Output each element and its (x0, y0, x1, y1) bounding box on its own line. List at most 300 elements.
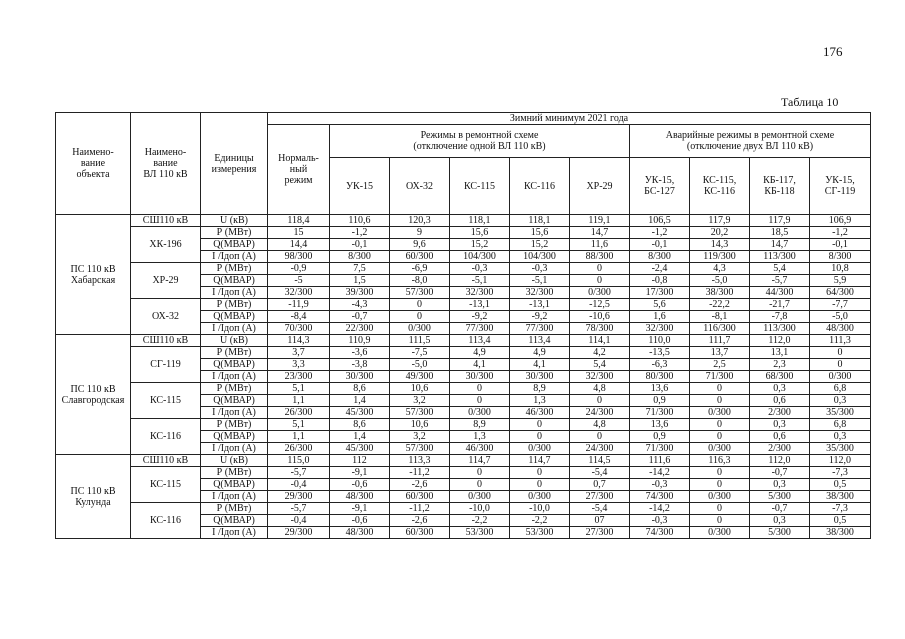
value-cell: -0,8 (630, 275, 690, 287)
value-cell: 53/300 (510, 527, 570, 539)
value-cell: -5,7 (750, 275, 810, 287)
value-cell: 24/300 (570, 443, 630, 455)
value-cell: -11,2 (390, 467, 450, 479)
value-cell: 23/300 (268, 371, 330, 383)
unit-cell: Q(МВАР) (201, 395, 268, 407)
line-name-cell: ХР-29 (131, 263, 201, 299)
value-cell: 14,7 (750, 239, 810, 251)
unit-cell: I /Iдоп (А) (201, 407, 268, 419)
value-cell: 117,9 (690, 215, 750, 227)
line-name-cell: СШ110 кВ (131, 335, 201, 347)
value-cell: 2/300 (750, 407, 810, 419)
unit-cell: U (кВ) (201, 455, 268, 467)
value-cell: -9,1 (330, 467, 390, 479)
line-name-cell: ХК-196 (131, 227, 201, 263)
value-cell: 113/300 (750, 251, 810, 263)
value-cell: 13,6 (630, 383, 690, 395)
value-cell: -0,7 (750, 467, 810, 479)
value-cell: -12,5 (570, 299, 630, 311)
value-cell: -0,1 (810, 239, 871, 251)
table-body (56, 215, 871, 539)
value-cell: -0,7 (750, 503, 810, 515)
value-cell: 112,0 (810, 455, 871, 467)
table-row (56, 347, 871, 359)
table-row (56, 503, 871, 515)
header-repair-modes: Режимы в ремонтной схеме (отключение одной ВЛ 110 кВ) (330, 125, 630, 158)
value-cell: 32/300 (630, 323, 690, 335)
value-cell: -7,3 (810, 467, 871, 479)
unit-cell: Р (МВт) (201, 383, 268, 395)
value-cell: 45/300 (330, 407, 390, 419)
value-cell: 0 (810, 347, 871, 359)
unit-cell: I /Iдоп (А) (201, 287, 268, 299)
value-cell: 35/300 (810, 407, 871, 419)
value-cell: 114,7 (510, 455, 570, 467)
value-cell: 0,5 (810, 479, 871, 491)
value-cell: 5,4 (750, 263, 810, 275)
value-cell: 0 (690, 419, 750, 431)
value-cell: -10,0 (450, 503, 510, 515)
value-cell: 71/300 (630, 407, 690, 419)
value-cell: 4,8 (570, 383, 630, 395)
value-cell: 1,3 (450, 431, 510, 443)
value-cell: 10,8 (810, 263, 871, 275)
value-cell: 106,9 (810, 215, 871, 227)
value-cell: -2,6 (390, 515, 450, 527)
value-cell: 0,7 (570, 479, 630, 491)
value-cell: 14,7 (570, 227, 630, 239)
value-cell: 11,6 (570, 239, 630, 251)
header-emergency-col: УК-15, СГ-119 (810, 158, 871, 215)
unit-cell: Р (МВт) (201, 419, 268, 431)
value-cell: 98/300 (268, 251, 330, 263)
value-cell: -11,9 (268, 299, 330, 311)
value-cell: 111,6 (630, 455, 690, 467)
unit-cell: I /Iдоп (А) (201, 371, 268, 383)
value-cell: 8/300 (630, 251, 690, 263)
unit-cell: Q(МВАР) (201, 275, 268, 287)
value-cell: -9,2 (450, 311, 510, 323)
value-cell: 1,5 (330, 275, 390, 287)
value-cell: -5,4 (570, 503, 630, 515)
unit-cell: Q(МВАР) (201, 479, 268, 491)
header-units: Единицы измерения (201, 113, 268, 215)
value-cell: 8,9 (450, 419, 510, 431)
value-cell: 0 (810, 359, 871, 371)
value-cell: 0 (570, 263, 630, 275)
value-cell: -5 (268, 275, 330, 287)
value-cell: 114,7 (450, 455, 510, 467)
value-cell: -13,1 (510, 299, 570, 311)
value-cell: 44/300 (750, 287, 810, 299)
value-cell: 4,8 (570, 419, 630, 431)
value-cell: 0,6 (750, 395, 810, 407)
line-name-cell: СШ110 кВ (131, 455, 201, 467)
value-cell: 5/300 (750, 491, 810, 503)
value-cell: 6,8 (810, 419, 871, 431)
line-name-cell: КС-115 (131, 383, 201, 419)
value-cell: -5,0 (810, 311, 871, 323)
unit-cell: Р (МВт) (201, 467, 268, 479)
header-repair-col: КС-116 (510, 158, 570, 215)
unit-cell: Q(МВАР) (201, 431, 268, 443)
value-cell: 0 (510, 479, 570, 491)
header-object-name: Наимено- вание объекта (56, 113, 131, 215)
value-cell: 0/300 (810, 371, 871, 383)
value-cell: -7,5 (390, 347, 450, 359)
value-cell: 57/300 (390, 443, 450, 455)
line-name-cell: ОХ-32 (131, 299, 201, 335)
line-name-cell: КС-115 (131, 467, 201, 503)
value-cell: -3,8 (330, 359, 390, 371)
value-cell: 3,3 (268, 359, 330, 371)
value-cell: 71/300 (630, 443, 690, 455)
value-cell: 13,6 (630, 419, 690, 431)
value-cell: 46/300 (510, 407, 570, 419)
value-cell: -1,2 (810, 227, 871, 239)
value-cell: 5,1 (268, 419, 330, 431)
value-cell: 3,7 (268, 347, 330, 359)
value-cell: 0/300 (570, 287, 630, 299)
value-cell: 60/300 (390, 527, 450, 539)
value-cell: 39/300 (330, 287, 390, 299)
header-repair-col: ОХ-32 (390, 158, 450, 215)
value-cell: 77/300 (510, 323, 570, 335)
value-cell: -0,1 (630, 239, 690, 251)
value-cell: 8/300 (330, 251, 390, 263)
value-cell: 112,0 (750, 455, 810, 467)
value-cell: 48/300 (330, 491, 390, 503)
value-cell: 26/300 (268, 443, 330, 455)
value-cell: 7,5 (330, 263, 390, 275)
header-emergency-col: КБ-117, КБ-118 (750, 158, 810, 215)
value-cell: -0,4 (268, 479, 330, 491)
value-cell: 8,9 (510, 383, 570, 395)
object-name-cell: ПС 110 кВ Кулунда (56, 455, 131, 539)
value-cell: 0 (390, 299, 450, 311)
value-cell: 8,6 (330, 419, 390, 431)
value-cell: -13,1 (450, 299, 510, 311)
value-cell: 8/300 (810, 251, 871, 263)
value-cell: 5,1 (268, 383, 330, 395)
value-cell: 3,2 (390, 395, 450, 407)
value-cell: -5,7 (268, 503, 330, 515)
value-cell: -13,5 (630, 347, 690, 359)
value-cell: -14,2 (630, 503, 690, 515)
value-cell: 111,5 (390, 335, 450, 347)
table-row (56, 263, 871, 275)
value-cell: 5,6 (630, 299, 690, 311)
value-cell: 113,3 (390, 455, 450, 467)
value-cell: -0,3 (630, 515, 690, 527)
value-cell: 114,1 (570, 335, 630, 347)
value-cell: 0,6 (750, 431, 810, 443)
value-cell: 0/300 (450, 407, 510, 419)
value-cell: 114,3 (268, 335, 330, 347)
value-cell: -0,6 (330, 515, 390, 527)
value-cell: 106,5 (630, 215, 690, 227)
header-line-name: Наимено- вание ВЛ 110 кВ (131, 113, 201, 215)
value-cell: 4,9 (510, 347, 570, 359)
value-cell: 80/300 (630, 371, 690, 383)
value-cell: 49/300 (390, 371, 450, 383)
header-season: Зимний минимум 2021 года (268, 113, 871, 125)
value-cell: -2,2 (450, 515, 510, 527)
value-cell: 4,1 (510, 359, 570, 371)
value-cell: 0 (690, 431, 750, 443)
table-row (56, 299, 871, 311)
value-cell: -1,2 (630, 227, 690, 239)
value-cell: 0,9 (630, 431, 690, 443)
value-cell: 22/300 (330, 323, 390, 335)
value-cell: 118,4 (268, 215, 330, 227)
unit-cell: Р (МВт) (201, 503, 268, 515)
value-cell: -11,2 (390, 503, 450, 515)
value-cell: 119/300 (690, 251, 750, 263)
value-cell: -5,7 (268, 467, 330, 479)
value-cell: 29/300 (268, 491, 330, 503)
value-cell: -2,6 (390, 479, 450, 491)
value-cell: 0 (450, 395, 510, 407)
value-cell: 0,3 (810, 395, 871, 407)
value-cell: 26/300 (268, 407, 330, 419)
unit-cell: Q(МВАР) (201, 311, 268, 323)
value-cell: 0,9 (630, 395, 690, 407)
value-cell: 104/300 (510, 251, 570, 263)
value-cell: -10,0 (510, 503, 570, 515)
value-cell: 4,2 (570, 347, 630, 359)
value-cell: 5,9 (810, 275, 871, 287)
value-cell: 0 (690, 395, 750, 407)
value-cell: 110,9 (330, 335, 390, 347)
value-cell: 113,4 (510, 335, 570, 347)
value-cell: 15 (268, 227, 330, 239)
value-cell: 0,3 (750, 383, 810, 395)
value-cell: -0,3 (630, 479, 690, 491)
value-cell: 74/300 (630, 491, 690, 503)
value-cell: 112,0 (750, 335, 810, 347)
value-cell: -5,4 (570, 467, 630, 479)
value-cell: 0,5 (810, 515, 871, 527)
value-cell: -0,4 (268, 515, 330, 527)
value-cell: 9 (390, 227, 450, 239)
value-cell: 110,6 (330, 215, 390, 227)
table-row (56, 467, 871, 479)
value-cell: -7,3 (810, 503, 871, 515)
unit-cell: Q(МВАР) (201, 515, 268, 527)
value-cell: -5,0 (390, 359, 450, 371)
value-cell: 30/300 (510, 371, 570, 383)
unit-cell: I /Iдоп (А) (201, 251, 268, 263)
unit-cell: Р (МВт) (201, 299, 268, 311)
value-cell: 0 (450, 467, 510, 479)
value-cell: 113/300 (750, 323, 810, 335)
value-cell: 1,1 (268, 395, 330, 407)
header-emergency-modes: Аварийные режимы в ремонтной схеме (отключение двух ВЛ 110 кВ) (630, 125, 871, 158)
value-cell: 13,7 (690, 347, 750, 359)
value-cell: -1,2 (330, 227, 390, 239)
unit-cell: I /Iдоп (А) (201, 527, 268, 539)
value-cell: 64/300 (810, 287, 871, 299)
value-cell: 116/300 (690, 323, 750, 335)
value-cell: 53/300 (450, 527, 510, 539)
value-cell: 14,3 (690, 239, 750, 251)
value-cell: -9,2 (510, 311, 570, 323)
value-cell: -0,9 (268, 263, 330, 275)
value-cell: 46/300 (450, 443, 510, 455)
table-row (56, 383, 871, 395)
page-number: 176 (823, 44, 843, 59)
value-cell: 8,6 (330, 383, 390, 395)
value-cell: -3,6 (330, 347, 390, 359)
table-caption: Таблица 10 (781, 95, 839, 109)
value-cell: -5,1 (450, 275, 510, 287)
value-cell: -8,1 (690, 311, 750, 323)
value-cell: 29/300 (268, 527, 330, 539)
value-cell: 78/300 (570, 323, 630, 335)
unit-cell: U (кВ) (201, 215, 268, 227)
unit-cell: U (кВ) (201, 335, 268, 347)
value-cell: 1,1 (268, 431, 330, 443)
header-emergency-col: УК-15, БС-127 (630, 158, 690, 215)
value-cell: 0/300 (690, 491, 750, 503)
value-cell: 1,3 (510, 395, 570, 407)
table-row (56, 215, 871, 227)
value-cell: -21,7 (750, 299, 810, 311)
value-cell: 24/300 (570, 407, 630, 419)
value-cell: 15,2 (510, 239, 570, 251)
value-cell: 77/300 (450, 323, 510, 335)
value-cell: 32/300 (510, 287, 570, 299)
value-cell: 30/300 (450, 371, 510, 383)
value-cell: 118,1 (510, 215, 570, 227)
value-cell: -5,1 (510, 275, 570, 287)
value-cell: 70/300 (268, 323, 330, 335)
value-cell: -0,6 (330, 479, 390, 491)
value-cell: 3,2 (390, 431, 450, 443)
value-cell: 32/300 (268, 287, 330, 299)
table-row (56, 335, 871, 347)
value-cell: -9,1 (330, 503, 390, 515)
value-cell: 27/300 (570, 491, 630, 503)
value-cell: 1,6 (630, 311, 690, 323)
value-cell: 104/300 (450, 251, 510, 263)
unit-cell: Р (МВт) (201, 347, 268, 359)
value-cell: 35/300 (810, 443, 871, 455)
value-cell: 5,4 (570, 359, 630, 371)
value-cell: 48/300 (810, 323, 871, 335)
value-cell: 0,3 (750, 515, 810, 527)
value-cell: 110,0 (630, 335, 690, 347)
value-cell: 9,6 (390, 239, 450, 251)
value-cell: -8,0 (390, 275, 450, 287)
value-cell: 0 (570, 275, 630, 287)
value-cell: 18,5 (750, 227, 810, 239)
header-normal-mode: Нормаль- ный режим (268, 125, 330, 215)
value-cell: 0 (510, 419, 570, 431)
value-cell: 88/300 (570, 251, 630, 263)
value-cell: 0 (510, 467, 570, 479)
value-cell: 0 (570, 431, 630, 443)
value-cell: 57/300 (390, 287, 450, 299)
value-cell: 117,9 (750, 215, 810, 227)
value-cell: 119,1 (570, 215, 630, 227)
value-cell: -22,2 (690, 299, 750, 311)
value-cell: 0 (690, 515, 750, 527)
value-cell: 27/300 (570, 527, 630, 539)
header-repair-col: ХР-29 (570, 158, 630, 215)
unit-cell: I /Iдоп (А) (201, 491, 268, 503)
value-cell: 0 (690, 479, 750, 491)
value-cell: 0 (690, 503, 750, 515)
value-cell: 0/300 (510, 491, 570, 503)
value-cell: 118,1 (450, 215, 510, 227)
value-cell: 15,6 (510, 227, 570, 239)
value-cell: 32/300 (570, 371, 630, 383)
value-cell: 0 (690, 383, 750, 395)
value-cell: -8,4 (268, 311, 330, 323)
value-cell: 10,6 (390, 383, 450, 395)
value-cell: 111,7 (690, 335, 750, 347)
value-cell: 38/300 (810, 491, 871, 503)
value-cell: 0 (690, 467, 750, 479)
value-cell: 45/300 (330, 443, 390, 455)
value-cell: 2,3 (750, 359, 810, 371)
value-cell: 116,3 (690, 455, 750, 467)
value-cell: -14,2 (630, 467, 690, 479)
value-cell: 13,1 (750, 347, 810, 359)
value-cell: 10,6 (390, 419, 450, 431)
value-cell: 30/300 (330, 371, 390, 383)
unit-cell: I /Iдоп (А) (201, 443, 268, 455)
value-cell: 0 (450, 479, 510, 491)
value-cell: 2,5 (690, 359, 750, 371)
value-cell: -0,3 (510, 263, 570, 275)
data-table (55, 112, 871, 539)
value-cell: -0,3 (450, 263, 510, 275)
value-cell: 32/300 (450, 287, 510, 299)
value-cell: -6,9 (390, 263, 450, 275)
value-cell: 15,2 (450, 239, 510, 251)
value-cell: 48/300 (330, 527, 390, 539)
value-cell: 0 (450, 383, 510, 395)
header-repair-col: КС-115 (450, 158, 510, 215)
unit-cell: Р (МВт) (201, 263, 268, 275)
value-cell: 38/300 (690, 287, 750, 299)
value-cell: 4,3 (690, 263, 750, 275)
line-name-cell: КС-116 (131, 503, 201, 539)
value-cell: 0 (390, 311, 450, 323)
value-cell: 4,1 (450, 359, 510, 371)
value-cell: 1,4 (330, 431, 390, 443)
table-row (56, 227, 871, 239)
value-cell: -7,7 (810, 299, 871, 311)
value-cell: 0/300 (690, 443, 750, 455)
value-cell: 0/300 (690, 527, 750, 539)
object-name-cell: ПС 110 кВ Славгородская (56, 335, 131, 455)
unit-cell: Р (МВт) (201, 227, 268, 239)
value-cell: 14,4 (268, 239, 330, 251)
value-cell: 0/300 (450, 491, 510, 503)
unit-cell: Q(МВАР) (201, 239, 268, 251)
value-cell: 60/300 (390, 491, 450, 503)
value-cell: 4,9 (450, 347, 510, 359)
value-cell: 38/300 (810, 527, 871, 539)
line-name-cell: СШ110 кВ (131, 215, 201, 227)
line-name-cell: КС-116 (131, 419, 201, 455)
value-cell: 115,0 (268, 455, 330, 467)
value-cell: 0,3 (810, 431, 871, 443)
